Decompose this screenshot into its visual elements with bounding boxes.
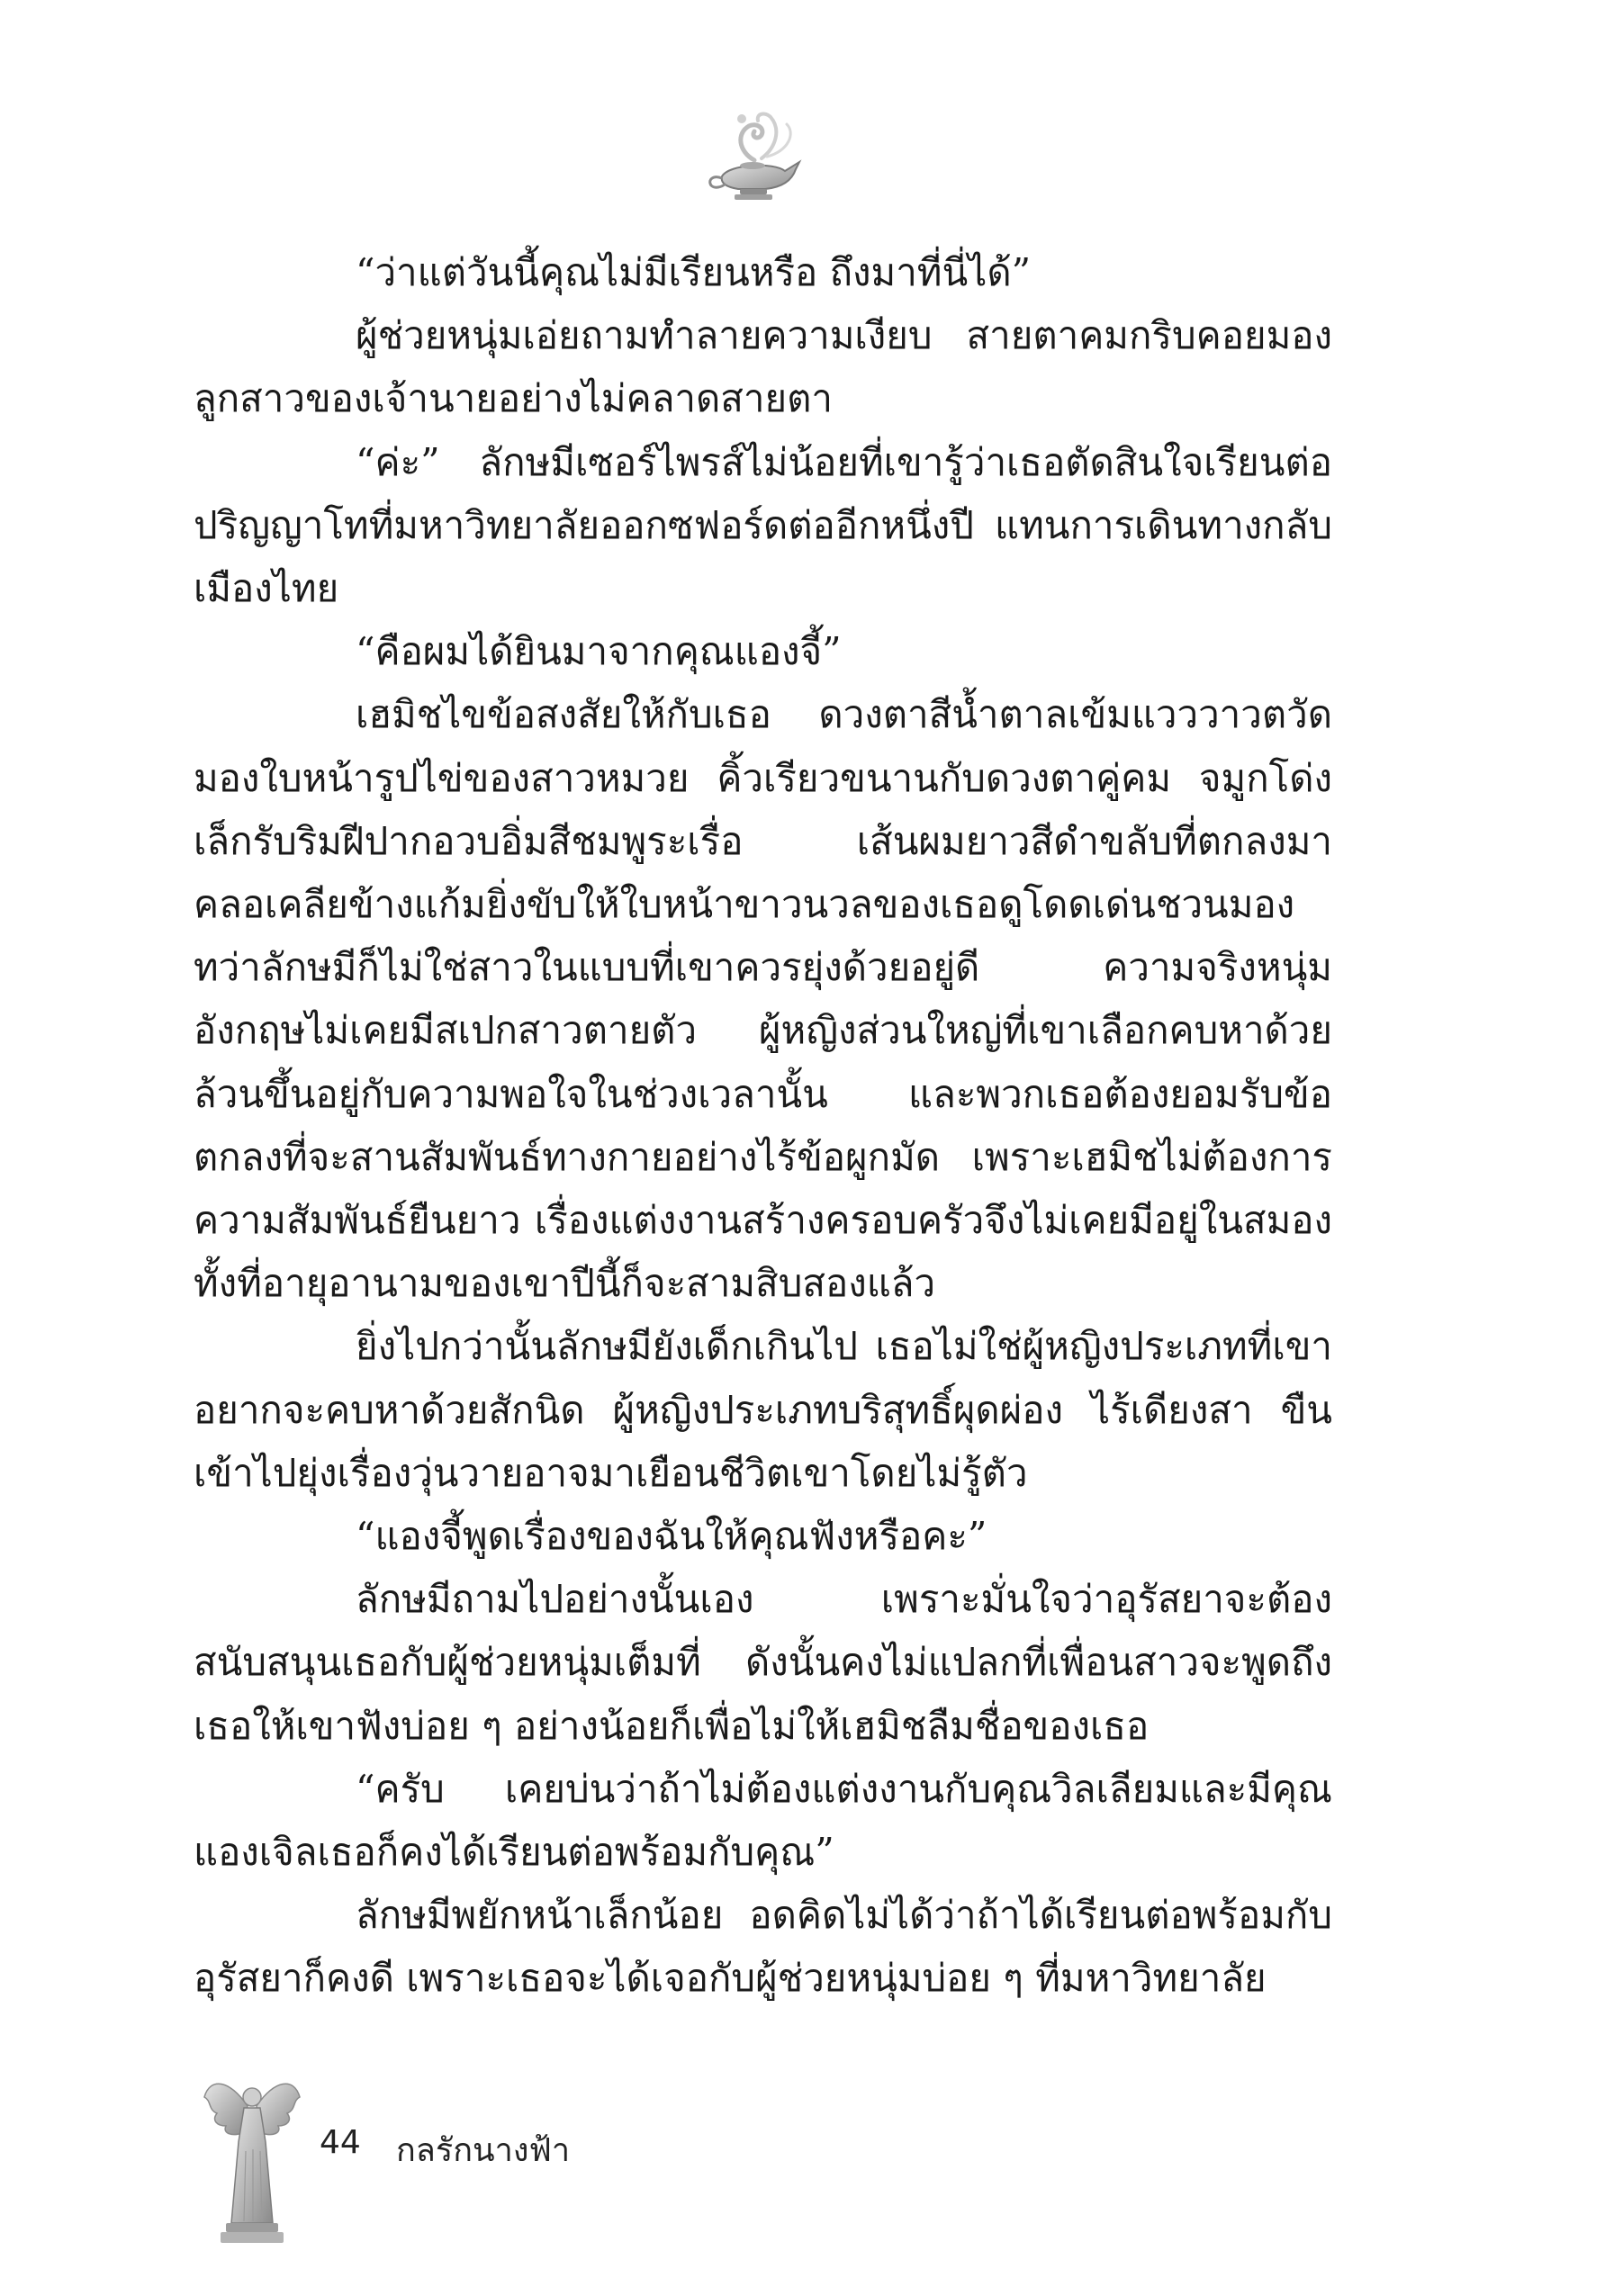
book-title: กลรักนางฟ้า <box>396 2132 571 2169</box>
paragraph-1: “ว่าแต่วันนี้คุณไม่มีเรียนหรือ ถึงมาที่นี่ได้” <box>356 250 1032 294</box>
paragraph-3: “ค่ะ” ลักษมีเซอร์ไพรส์ไม่น้อยที่เขารู้ว่าเธอตัดสินใจเรียนต่อปริญญาโทที่มหาวิทยาลัยออกซฟอร์ดต่ออีกหนึ่งปี แทนการเดินทางกลับเมืองไทย <box>194 439 1332 611</box>
paragraph-2: ผู้ช่วยหนุ่มเอ่ยถามทำลายความเงียบ สายตาคมกริบคอยมองลูกสาวของเจ้านายอย่างไม่คลาดสายตา <box>194 313 1332 421</box>
paragraph-4: “คือผมได้ยินมาจากคุณแองจี้” <box>356 629 842 674</box>
page-number: 44 <box>320 2124 361 2161</box>
story-text <box>194 241 1332 2011</box>
paragraph-5: เฮมิชไขข้อสงสัยให้กับเธอ ดวงตาสีน้ำตาลเข้มแวววาวตวัดมองใบหน้ารูปไข่ของสาวหมวย คิ้วเรียวขนานกับดวงตาคู่คม จมูกโด่งเล็กรับริมฝีปากอวบอิ่มสีชมพูระเรื่อ เส้นผมยาวสีดำขลับที่ตกลงมาคลอเคลียข้างแก้มยิ่งขับให้ใบหน้าขาวนวลของเธอดูโดดเด่นชวนมอง ทว่าลักษมีก็ไม่ใช่สาวในแบบที่เขาควรยุ่งด้วยอยู่ดี ความจริงหนุ่มอังกฤษไม่เคยมีสเปกสาวตายตัว ผู้หญิงส่วนใหญ่ที่เขาเลือกคบหาด้วยล้วนขึ้นอยู่กับความพอใจในช่วงเวลานั้น และพวกเธอต้องยอมรับข้อตกลงที่จะสานสัมพันธ์ทางกายอย่างไร้ข้อผูกมัด เพราะเฮมิชไม่ต้องการความสัมพันธ์ยืนยาว เรื่องแต่งงานสร้างครอบครัวจึงไม่เคยมีอยู่ในสมอง ทั้งที่อายุอานามของเขาปีนี้ก็จะสามสิบสองแล้ว <box>194 692 1332 1306</box>
paragraph-10: ลักษมีพยักหน้าเล็กน้อย อดคิดไม่ได้ว่าถ้าได้เรียนต่อพร้อมกับอุรัสยาก็คงดี เพราะเธอจะได้เจอกับผู้ช่วยหนุ่มบ่อย ๆ ที่มหาวิทยาลัย <box>194 1893 1332 2001</box>
genie-lamp-icon <box>702 106 810 205</box>
angel-statue-icon <box>203 2070 302 2246</box>
paragraph-8: ลักษมีถามไปอย่างนั้นเอง เพราะมั่นใจว่าอุรัสยาจะต้องสนับสนุนเธอกับผู้ช่วยหนุ่มเต็มที่ ดังนั้นคงไม่แปลกที่เพื่อนสาวจะพูดถึงเธอให้เขาฟังบ่อย ๆ อย่างน้อยก็เพื่อไม่ให้เฮมิชลืมชื่อของเธอ <box>194 1577 1332 1748</box>
paragraph-6: ยิ่งไปกว่านั้นลักษมียังเด็กเกินไป เธอไม่ใช่ผู้หญิงประเภทที่เขาอยากจะคบหาด้วยสักนิด ผู้หญิงประเภทบริสุทธิ์ผุดผ่อง ไร้เดียงสา ขืนเข้าไปยุ่งเรื่องวุ่นวายอาจมาเยือนชีวิตเขาโดยไม่รู้ตัว <box>194 1324 1332 1495</box>
page-footer <box>194 2070 824 2250</box>
paragraph-9: “ครับ เคยบ่นว่าถ้าไม่ต้องแต่งงานกับคุณวิลเลียมและมีคุณแองเจิลเธอก็คงได้เรียนต่อพร้อมกับคุณ” <box>194 1766 1332 1875</box>
paragraph-7: “แองจี้พูดเรื่องของฉันให้คุณฟังหรือคะ” <box>356 1514 987 1559</box>
